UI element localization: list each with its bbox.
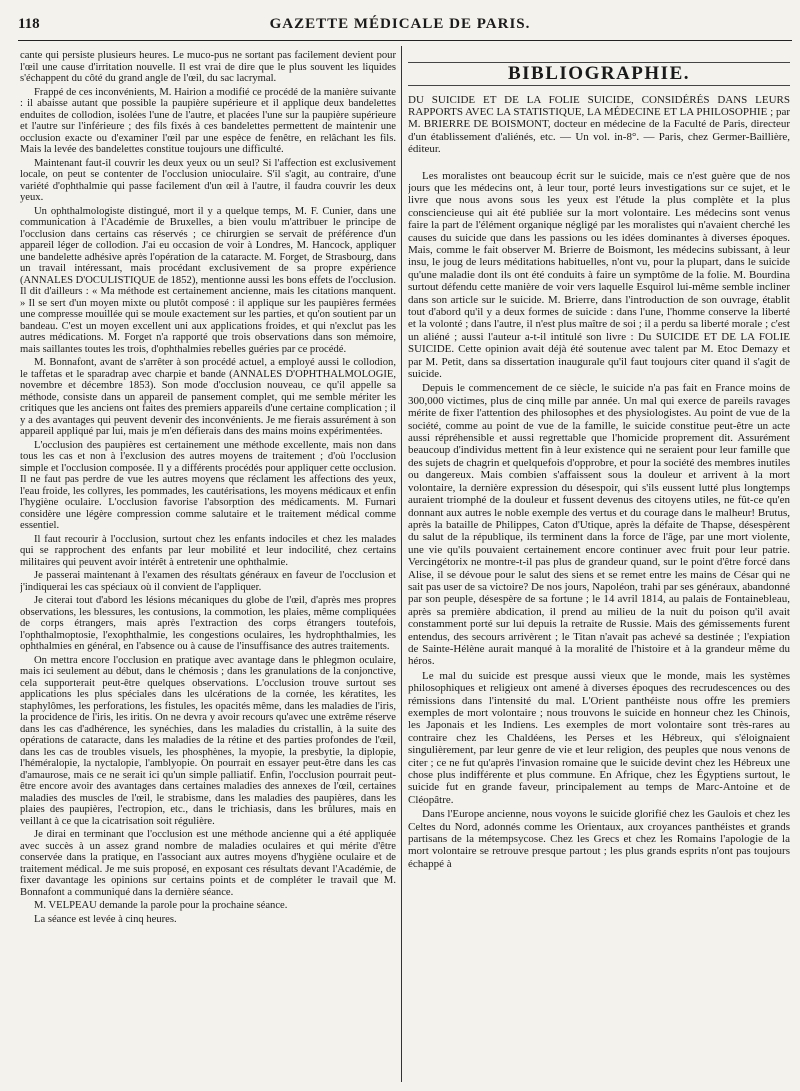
running-head: GAZETTE MÉDICALE DE PARIS. <box>269 16 531 32</box>
paragraph: Un ophthalmologiste distingué, mort il y a quelque temps, M. F. Cunier, dans une communication à l'Académie de Bruxelles, a bien voulu m'attribuer le principe de l'occlusion dans certains cas réservés ; ce chirurgien se servait de préférence d'un appareil léger de collodion. J'ai eu occasion de voir à Londres, M. Hancock, appliquer une bandelette adhésive après l'opération de la cataracte. M. Forget, de Strasbourg, dans un travail intéressant, mais procédant exclusivement de sa propre expérience (ANNALES D'OCULISTIQUE de 1852), mentionne aussi les bons effets de l'occlusion. Il dit d'ailleurs : « Ma méthode est certainement ancienne, mais les citations manquent. » Il se sert d'un moyen mixte ou plutôt composé : il applique sur les paupières fermées une compresse mouillée qui se moule exactement sur les parties, et qu'on soutient par un bandeau. C'est un moyen excellent uni aux applications froides, et qui n'exclut pas les autres médications. M. Forget n'a rapporté que trois observations dans son mémoire, mais saillantes toutes les trois, d'ophthalmies rebelles guéries par ce procédé. <box>20 205 396 355</box>
paragraph: M. Bonnafont, avant de s'arrêter à son procédé actuel, a employé aussi le collodion, le taffetas et le sparadrap avec charpie et bande (ANNALES D'OPHTHALMOLOGIE, novembre et décembre 1853). Son mode d'occlusion nouveau, ce qu'il appelle sa méthode, consiste dans un appareil de pansement complet, qui me semble mériter les critiques que les anciens ont faites des premiers appareils d'une certaine complication ; il y a des avantages qui peuvent devenir des inconvénients. Je me fierais assurément à son appareil appliqué par lui, mais je m'en défierais dans des mains moins expérimentées. <box>20 357 396 437</box>
paragraph: Je citerai tout d'abord les lésions mécaniques du globe de l'œil, d'après mes propres observations, les blessures, les contusions, la commotion, les plaies, même compliquées de corps étrangers, mais après l'extraction des corps étrangers toutefois, l'ophthalmoptosie, l'exophthalmie, les congestions oculaires, les hydrophthalmies, les ophthalmies en général, en l'absence ou à cause de l'insuffisance des autres traitements. <box>20 595 396 652</box>
paragraph: On mettra encore l'occlusion en pratique avec avantage dans le phlegmon oculaire, mais ici seulement au début, dans le chémosis ; dans les granulations de la conjonctive, cela supporterait peut-être quelques observations. L'occlusion trouve surtout ses applications les plus spéciales dans les ulcérations de la cornée, les kératites, les staphylômes, les perforations, les fistules, les opacités même, dans les maladies de l'iris, la procidence de l'iris, les iritis. On ne devra y avoir recours qu'avec une extrême réserve dans les cas d'adhérence, les synéchies, dans les maladies du cristallin, à la suite des opérations de cataracte, dans les maladies de la rétine et des parties profondes de l'œil, dans les cas de troubles visuels, les phosphènes, la myopie, la presbytie, la diplopie, l'héméralopie, la nyctalopie, l'amblyopie. On pourrait en essayer peut-être dans les cas d'amaurose, mais ce ne serait ici qu'un simple palliatif. Enfin, l'occlusion pourrait peut-être encore avoir des avantages dans certaines maladies des annexes de l'œil, certaines maladies des muscles de l'œil, le strabisme, dans les maladies des paupières, dans les plaies des paupières, l'ectropion, etc., dans le trichiasis, dans les brûlures, mais en veillant à ce que la cicatrisation soit régulière. <box>20 654 396 827</box>
left-column <box>20 50 396 1082</box>
paragraph: L'occlusion des paupières est certainement une méthode excellente, mais non dans tous les cas et non à l'exclusion des autres moyens de traitement ; d'où l'occlusion simple et l'occlusion composée. Il y a différents procédés pour appliquer cette occlusion. Il ne faut pas perdre de vue les autres moyens que réclament les affections des yeux, l'eau froide, les collyres, les pommades, les cautérisations, les moyens médicaux et enfin l'hygiène oculaire. L'occlusion favorise l'absorption des médicaments. M. Furnari considère une légère compression comme salutaire et le traitement médical comme essentiel. <box>20 439 396 531</box>
paragraph: Je dirai en terminant que l'occlusion est une méthode ancienne qui a été appliquée avec succès à un assez grand nombre de maladies oculaires et qui mérite d'être conservée dans la pratique, en l'associant aux autres moyens d'hygiène oculaire et de traitement médical. Je me suis proposé, en exposant ces résultats devant l'Académie, de fixer davantage les opinions sur certains points et de compléter le travail que M. Bonnafont a communiqué dans la dernière séance. <box>20 829 396 898</box>
paragraph: Le mal du suicide est presque aussi vieux que le monde, mais les systèmes philosophiques et religieux ont amené à diverses époques des recrudescences ou des rémissions dans l'intensité du mal. L'Orient panthéiste nous offre les premiers exemples de mort volontaire ; nous trouvons le suicide en honneur chez les Chinois, les Japonais et les Indiens. Les exemples de mort volontaire sont très-rares au contraire chez les Chaldéens, les Perses et les Hébreux, qui s'éloignaient singulièrement, par leur genre de vie et leur religion, des peuples que nous venons de citer ; ce ne fut qu'après l'invasion romaine que le suicide devint chez les Hébreux une chose plus indifférente et plus commune. En Afrique, chez les Égyptiens surtout, le suicide fut en grande faveur, principalement au temps de Marc-Antoine et de Cléopâtre. <box>408 669 790 806</box>
column-divider <box>401 46 402 1082</box>
paragraph: Il faut recourir à l'occlusion, surtout chez les enfants indociles et chez les malades qui se rapprochent des enfants par leur mobilité et leur indocilité, chez certains militaires qui peuvent avoir intérêt à entretenir une ophthalmie. <box>20 533 396 568</box>
paragraph: Les moralistes ont beaucoup écrit sur le suicide, mais ce n'est guère que de nos jours que les médecins ont, à leur tour, porté leurs investigations sur ce sujet, et le livre que nous avons sous les yeux est l'étude la plus complète et la plus consciencieuse qui ait été publiée sur la mort volontaire. Les médecins sont venus faire la part de l'élément organique négligé par les moralistes qui n'avaient cherché les causes du suicide que dans les passions ou les idées dominantes à diverses époques. Mais, comme le fait observer M. Brierre de Boismont, les médecins subissant, à leur insu, le joug de leurs méditations habituelles, n'ont vu, pour la plupart, dans le suicide qu'une maladie dont ils ont été conduits à faire un symptôme de la folie. M. Bourdina surtout défendu cette manière de voir vers laquelle Esquirol lui-même semble incliner dans son article sur le suicide. M. Brierre, dans l'introduction de son ouvrage, établit tout d'abord qu'il y a deux formes de suicide : dans l'une, l'homme conserve la liberté et la volonté ; dans l'autre, il n'est plus maître de soi ; il a perdu sa liberté morale ; c'est un aliéné ; aussi l'auteur a-t-il intitulé son livre : Du SUICIDE ET DE LA FOLIE SUICIDE. Cette opinion avait déjà été soutenue avec talent par M. Etoc Demazy et par M. Petit, dans sa dissertation inaugurale qu'il faut toujours citer quand il s'agit de suicide. <box>408 169 790 381</box>
right-column <box>408 50 790 1082</box>
paragraph: Dans l'Europe ancienne, nous voyons le suicide glorifié chez les Gaulois et chez les Celtes du Nord, adonnés comme les Orientaux, aux croyances panthéistes et grands partisans de la métempsycose. Chez les Grecs et chez les Romains l'apologie de la mort volontaire se retrouve presque partout ; les plus grands esprits n'ont pas toujours échappé à <box>408 808 790 870</box>
section-title: BIBLIOGRAPHIE. <box>408 62 790 86</box>
paragraph: Depuis le commencement de ce siècle, le suicide n'a pas fait en France moins de 300,000 victimes, plus de cinq mille par année. Un mal qui exerce de pareils ravages mérite de fixer l'attention des philosophes et des physiologistes. Au point de vue de la société, comme au point de vue de la famille, le suicide constitue peut-être un acte aussi répréhensible et aussi regrettable que l'homicide proprement dit. Assurément beaucoup d'individus mettent fin à leur existence qui ne seraient pour leur famille que des sujets de chagrin et quelquefois d'opprobre, et pour la société des membres inutiles ou dangereux. Mais combien s'affaissent sous la douleur et arrivent à la mort volontaire, la dernière expression du désespoir, qui s'ils eussent lutté plus longtemps auraient triomphé de la douleur et fussent devenus des citoyens utiles, ne fût-ce qu'en donnant aux autres le noble exemple des vertus et du courage dans le malheur! Brutus, après la bataille de Philippes, Caton d'Utique, après la défaite de Thapse, désespèrent du salut de la république, ils terminent dans la force de l'âge, par une mort violente, une vie qu'ils pouvaient certainement encore continuer avec fruit pour leur patrie. Vercingétorix ne montre-t-il pas plus de grandeur quand, sur le point d'être forcé dans Alise, il se dévoue pour le salut des siens et se remet entre les mains de César qui ne sait pas user de sa victoire? De nos jours, Napoléon, trahi par ses généraux, abandonné par son peuple, désespère de sa fortune ; le 14 avril 1814, au palais de Fontainebleau, après sa première abdication, il prend au milieu de la nuit du poison qu'il avait constamment porté sur lui depuis la retraite de Russie. Mais des gémissements furent entendus, des secours arrivèrent ; le Titan n'avait pas achevé sa destinée ; l'expiation de Sainte-Hélène aurait manqué à la moralité de l'histoire et à la grandeur même du héros. <box>408 382 790 668</box>
header-rule <box>18 40 792 41</box>
page-number: 118 <box>18 16 40 32</box>
paragraph: M. VELPEAU demande la parole pour la prochaine séance. <box>34 900 288 911</box>
paragraph: La séance est levée à cinq heures. <box>34 913 177 925</box>
paragraph: Frappé de ces inconvénients, M. Hairion a modifié ce procédé de la manière suivante : il abaisse autant que possible la paupière supérieure et il applique deux bandelettes enduites de collodion, isolées l'une de l'autre, et placées l'une sur la paupière supérieure et l'autre sur l'inférieure ; des fils fixés à ces bandelettes permettent de maintenir une occlusion exacte ou d'examiner l'œil par une espèce de fenêtre, en relâchant les fils. Mais la levée des bandelettes constitue toujours une difficulté. <box>20 86 396 155</box>
paragraph: Je passerai maintenant à l'examen des résultats généraux en faveur de l'occlusion et j'indiquerai les cas spéciaux où il convient de l'appliquer. <box>20 570 396 593</box>
paragraph: cante qui persiste plusieurs heures. Le muco-pus ne sortant pas facilement devient pour l'œil une cause d'irritation nouvelle. Il est vrai de dire que le plus souvent les liquides s'échappent du côté du grand angle de l'œil, du sac lacrymal. <box>20 50 396 84</box>
paragraph: Maintenant faut-il couvrir les deux yeux ou un seul? Si l'affection est exclusivement locale, on peut se contenter de l'occlusion unioculaire. S'il s'agit, au contraire, d'une variété d'ophthalmie qui passe facilement d'un œil à l'autre, il faudra couvrir les deux yeux. <box>20 157 396 203</box>
book-title: DU SUICIDE ET DE LA FOLIE SUICIDE, CONSIDÉRÉS DANS LEURS RAPPORTS AVEC LA STATISTIQUE, LA MÉDECINE ET LA PHILOSOPHIE ; par M. BRIERRE DE BOISMONT, docteur en médecine de la Faculté de Paris, directeur d'un établissement d'aliénés, etc. — Un vol. in-8°. — Paris, chez Germer-Baillière, éditeur. <box>408 93 790 156</box>
